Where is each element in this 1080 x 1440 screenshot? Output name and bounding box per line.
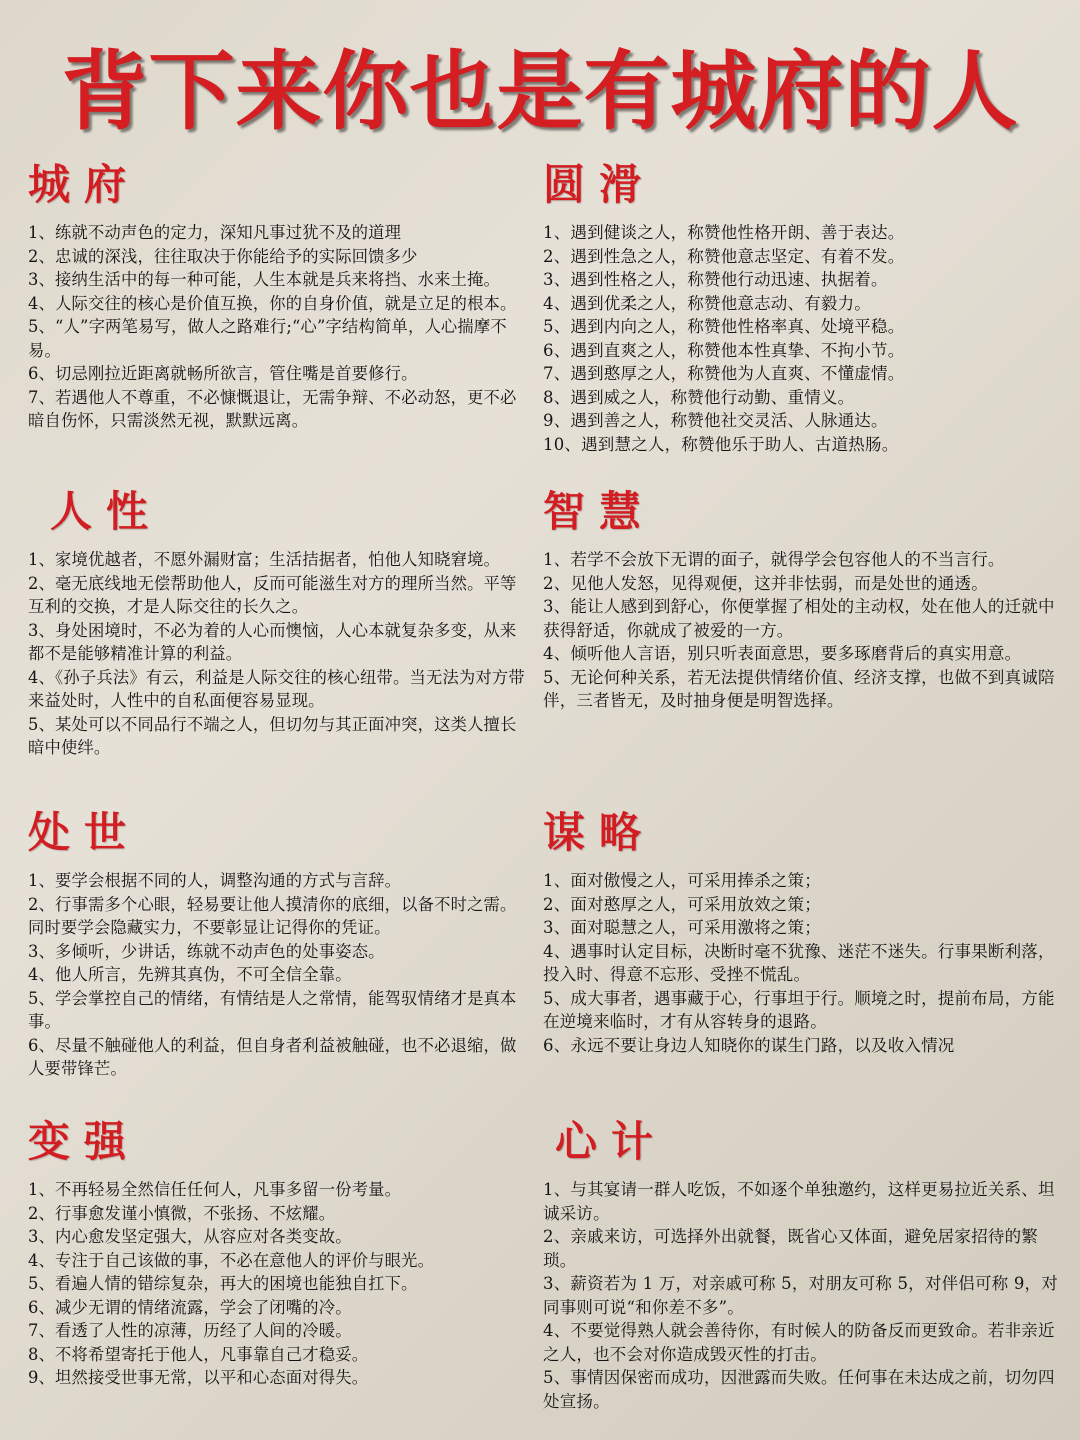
list-item: 4、人际交往的核心是价值互换，你的自身价值，就是立足的根本。 [28,293,517,313]
list-item: 1、家境优越者，不愿外漏财富；生活拮据者，怕他人知晓窘境。 [28,550,501,569]
list-item: 3、能让人感到到舒心，你便掌握了相处的主动权，处在他人的迁就中获得舒适，你就成了被爱的一方。 [543,597,1055,640]
list-item: 1、若学不会放下无谓的面子，就得学会包容他人的不当言行。 [543,550,1005,569]
section-xinji [543,1112,1058,1413]
list-item: 5、看遍人情的错综复杂，再大的困境也能独自扛下。 [28,1274,418,1293]
item-list [28,1178,528,1390]
item-list [543,1178,1058,1413]
section-heading: 谋略 [543,808,656,857]
list-item: 2、面对憨厚之人，可采用放效之策； [543,894,821,914]
section-bianqiang [28,1112,528,1390]
list-item: 4、不要觉得熟人就会善待你，有时候人的防备反而更致命。若非亲近之人，也不会对你造成毁灭性的打击。 [543,1321,1055,1364]
list-item: 5、遇到内向之人，称赞他性格率真、处境平稳。 [543,317,905,336]
section-heading: 心计 [555,1117,668,1166]
list-item: 6、减少无谓的情绪流露，学会了闭嘴的冷。 [28,1297,352,1317]
item-list [543,221,1058,456]
list-item: 8、遇到威之人，称赞他行动勤、重情义。 [543,387,855,407]
list-item: 1、不再轻易全然信任任何人，凡事多留一份考量。 [28,1180,402,1199]
list-item: 4、专注于自己该做的事，不必在意他人的评价与眼光。 [28,1250,435,1270]
list-item: 6、永远不要让身边人知晓你的谋生门路，以及收入情况 [543,1035,955,1055]
section-heading: 变强 [28,1117,141,1166]
list-item: 2、见他人发怒，见得观便，这并非怯弱，而是处世的通透。 [543,573,988,593]
list-item: 3、多倾听，少讲话，练就不动声色的处事姿态。 [28,941,385,961]
list-item: 6、切忌刚拉近距离就畅所欲言，管住嘴是首要修行。 [28,364,418,383]
item-list [28,869,528,1081]
list-item: 4、他人所言，先辨其真伪，不可全信全靠。 [28,965,352,984]
list-item: 3、面对聪慧之人，可采用激将之策； [543,918,821,937]
list-item: 5、成大事者，遇事藏于心，行事坦于行。顺境之时，提前布局，方能在逆境来临时，才有从容转身的退路。 [543,988,1055,1031]
list-item: 2、行事愈发谨小慎微，不张扬、不炫耀。 [28,1203,336,1223]
list-item: 2、亲戚来访，可选择外出就餐，既省心又体面，避免居家招待的繁琐。 [543,1227,1038,1270]
section-heading: 圆滑 [543,160,656,209]
list-item: 3、薪资若为 1 万，对亲戚可称 5，对朋友可称 5，对伴侣可称 9，对同事则可说“和你差不多”。 [543,1274,1058,1317]
list-item: 10、遇到慧之人，称赞他乐于助人、古道热肠。 [543,434,899,454]
list-item: 5、学会掌控自己的情绪，有情结是人之常情，能驾驭情绪才是真本事。 [28,988,517,1031]
list-item: 5、“人”字两笔易写，做人之路难行;“心”字结构简单，人心揣摩不易。 [28,317,507,360]
section-heading: 处世 [28,808,141,857]
section-chengfu [28,155,528,433]
list-item: 4、《孙子兵法》有云，利益是人际交往的核心纽带。当无法为对方带来益处时，人性中的自私面便容易显现。 [28,667,525,710]
list-item: 5、无论何种关系，若无法提供情绪价值、经济支撑，也做不到真诚陪伴，三者皆无，及时抽身便是明智选择。 [543,667,1055,710]
list-item: 2、行事需多个心眼，轻易要让他人摸清你的底细，以备不时之需。同时要学会隐藏实力，不要彰显让记得你的凭证。 [28,894,517,937]
list-item: 1、遇到健谈之人，称赞他性格开朗、善于表达。 [543,223,905,242]
list-item: 9、遇到善之人，称赞他社交灵活、人脉通达。 [543,411,888,430]
list-item: 1、练就不动声色的定力，深知凡事过犹不及的道理 [28,223,402,242]
section-yuanhua [543,155,1058,456]
item-list [543,548,1058,713]
list-item: 7、看透了人性的凉薄，历经了人间的冷暖。 [28,1321,352,1340]
list-item: 4、遇到优柔之人，称赞他意志动、有毅力。 [543,293,871,313]
page-title: 背下来你也是有城府的人 [61,41,1019,142]
list-item: 3、内心愈发坚定强大，从容应对各类变故。 [28,1227,352,1246]
list-item: 1、要学会根据不同的人，调整沟通的方式与言辞。 [28,871,402,890]
list-item: 8、不将希望寄托于他人，凡事靠自己才稳妥。 [28,1344,369,1364]
list-item: 2、忠诚的深浅，往往取决于你能给予的实际回馈多少 [28,246,418,266]
list-item: 4、遇事时认定目标，决断时毫不犹豫、迷茫不迷失。行事果断利落，投入时、得意不忘形、受挫不慌乱。 [543,941,1055,984]
list-item: 9、坦然接受世事无常，以平和心态面对得失。 [28,1368,369,1387]
list-item: 6、尽量不触碰他人的利益，但自身者利益被触碰，也不必退缩，做人要带锋芒。 [28,1035,517,1078]
section-zhihui [543,482,1058,713]
section-heading: 人性 [50,487,163,536]
list-item: 1、与其宴请一群人吃饭，不如逐个单独邀约，这样更易拉近关系、坦诚采访。 [543,1180,1055,1223]
list-item: 2、遇到性急之人，称赞他意志坚定、有着不发。 [543,246,905,266]
item-list [28,548,528,760]
list-item: 7、遇到憨厚之人，称赞他为人直爽、不懂虚情。 [543,364,905,383]
section-chushi [28,803,528,1081]
list-item: 7、若遇他人不尊重，不必慷慨退让，无需争辩、不必动怒，更不必暗自伤怀，只需淡然无视，默默远离。 [28,387,517,430]
section-renxing [28,482,528,760]
list-item: 5、某处可以不同品行不端之人，但切勿与其正面冲突，这类人擅长暗中使绊。 [28,714,517,757]
section-heading: 智慧 [543,487,656,536]
list-item: 1、面对傲慢之人，可采用捧杀之策； [543,871,821,890]
list-item: 3、身处困境时，不必为着的人心而懊恼，人心本就复杂多变，从来都不是能够精准计算的利益。 [28,620,517,663]
section-heading: 城府 [28,160,141,209]
list-item: 3、接纳生活中的每一种可能，人生本就是兵来将挡、水来土掩。 [28,270,501,289]
section-moulue [543,803,1058,1057]
list-item: 4、倾听他人言语，别只听表面意思，要多琢磨背后的真实用意。 [543,644,1022,663]
list-item: 5、事情因保密而成功，因泄露而失败。任何事在未达成之前，切勿四处宣扬。 [543,1368,1055,1411]
item-list [543,869,1058,1057]
list-item: 2、毫无底线地无偿帮助他人，反而可能滋生对方的理所当然。平等互利的交换，才是人际交往的长久之。 [28,573,517,616]
list-item: 6、遇到直爽之人，称赞他本性真挚、不拘小节。 [543,340,905,360]
item-list [28,221,528,433]
list-item: 3、遇到性格之人，称赞他行动迅速、执据着。 [543,270,888,289]
